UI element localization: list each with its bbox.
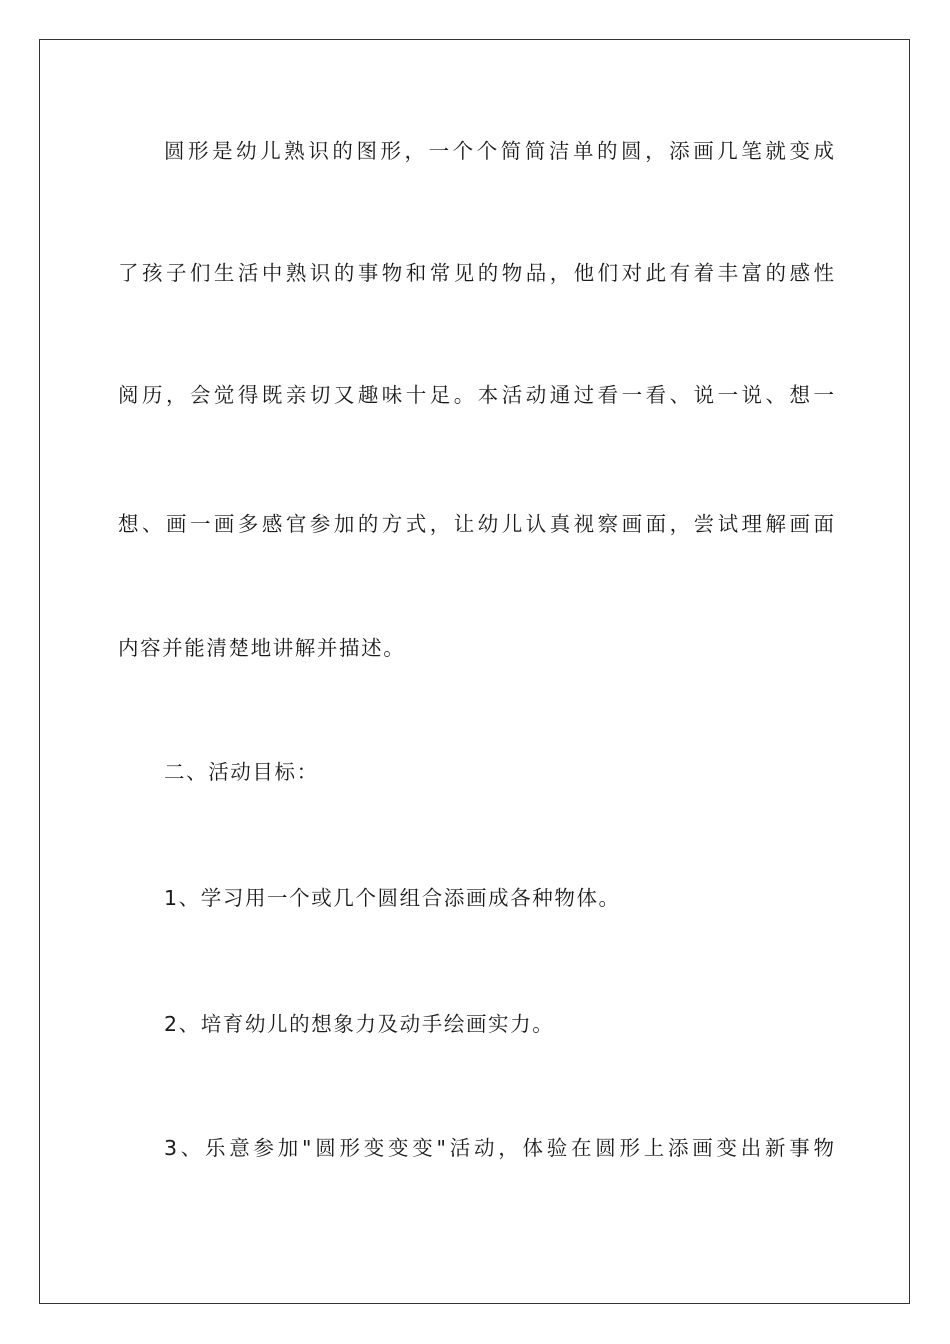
goal-item-2: 2、培育幼儿的想象力及动手绘画实力。 [164,1012,555,1036]
intro-line-1: 圆形是幼儿熟识的图形，一个个简简洁单的圆，添画几笔就变成 [164,139,834,163]
page-border [39,39,910,1304]
intro-line-3: 阅历，会觉得既亲切又趣味十足。本活动通过看一看、说一说、想一 [118,383,834,407]
intro-line-5: 内容并能清楚地讲解并描述。 [118,636,406,660]
goals-heading: 二、活动目标： [164,760,319,784]
intro-line-4: 想、画一画多感官参加的方式，让幼儿认真视察画面，尝试理解画面 [118,512,834,536]
goal-item-3: 3、乐意参加"圆形变变变"活动，体验在圆形上添画变出新事物 [164,1136,834,1160]
intro-line-2: 了孩子们生活中熟识的事物和常见的物品，他们对此有着丰富的感性 [118,261,834,285]
goal-item-1: 1、学习用一个或几个圆组合添画成各种物体。 [164,886,621,910]
